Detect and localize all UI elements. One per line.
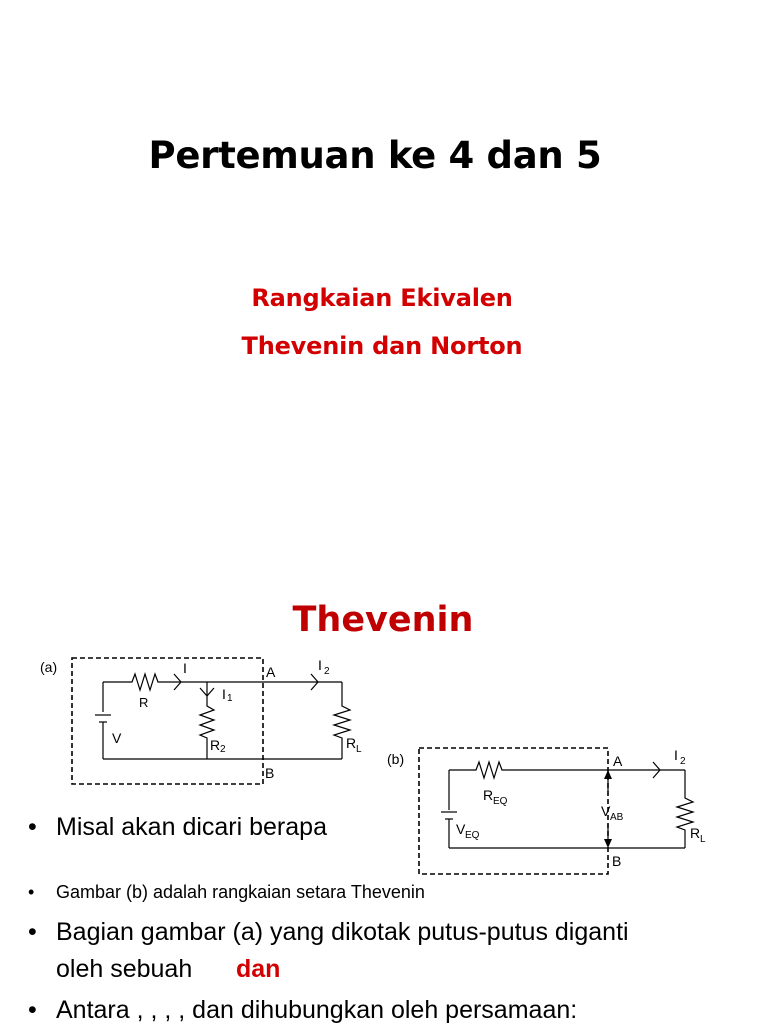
svg-text:L: L xyxy=(700,834,706,845)
svg-text:EQ: EQ xyxy=(493,796,508,807)
svg-text:A: A xyxy=(266,664,276,680)
svg-text:R: R xyxy=(139,695,149,710)
svg-text:EQ: EQ xyxy=(465,830,480,841)
svg-text:I: I xyxy=(674,747,678,763)
svg-text:I: I xyxy=(222,686,226,702)
slide-subtitle-line-1: Rangkaian Ekivalen xyxy=(251,284,513,312)
svg-text:R: R xyxy=(690,825,701,841)
figure-a-label: (a) xyxy=(40,659,58,675)
svg-text:AB: AB xyxy=(610,812,624,823)
svg-text:A: A xyxy=(613,753,623,769)
svg-text:V: V xyxy=(112,730,122,746)
svg-text:1: 1 xyxy=(227,693,233,704)
svg-text:I: I xyxy=(183,660,187,676)
svg-text:V: V xyxy=(601,803,611,819)
slide-subtitle-line-2: Thevenin dan Norton xyxy=(241,332,523,360)
resistor-req xyxy=(449,762,685,778)
figure-b-label: (b) xyxy=(387,751,405,767)
svg-text:2: 2 xyxy=(220,744,226,755)
svg-text:V: V xyxy=(456,821,466,837)
vab-arrow-up xyxy=(604,770,612,779)
slide-title: Thevenin xyxy=(292,600,474,640)
svg-text:B: B xyxy=(612,853,622,869)
svg-text:2: 2 xyxy=(324,666,330,677)
dashed-box xyxy=(419,748,608,874)
svg-text:R: R xyxy=(210,737,221,753)
svg-text:I: I xyxy=(318,657,322,673)
slide-title: Pertemuan ke 4 dan 5 xyxy=(148,134,602,177)
thevenin-slide: Thevenin (a) I A I 2 I 1 R V R 2 R L B (b) R EQ A I 2 V AB V EQ R L B • Misal akan dicari berapa • Gambar (b) adalah rangkaian setara Thevenin • Bagian gambar (a) yang dikotak putus-putus diganti oleh sebuah dan • Antara , , , , dan dihubungkan oleh persamaan: xyxy=(0,560,768,1024)
svg-text:R: R xyxy=(346,735,357,751)
svg-text:R: R xyxy=(483,787,494,803)
svg-text:2: 2 xyxy=(680,756,686,767)
vab-arrow-down xyxy=(604,839,612,848)
svg-text:L: L xyxy=(356,744,362,755)
svg-text:B: B xyxy=(265,765,275,781)
